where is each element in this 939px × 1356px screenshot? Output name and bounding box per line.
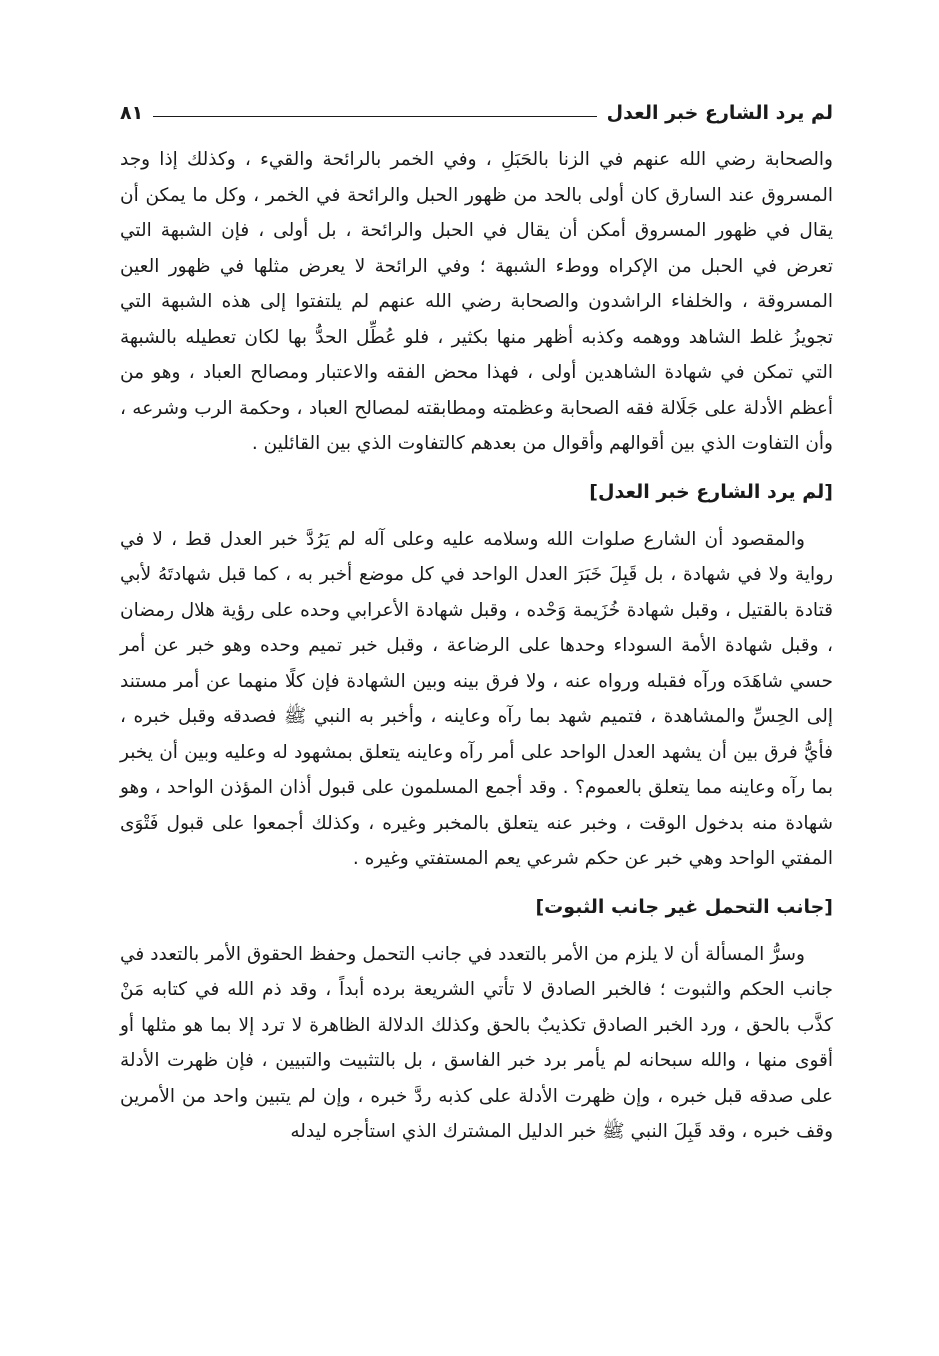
- section-heading-1: [لم يرد الشارع خبر العدل]: [589, 480, 833, 503]
- header-rule: [153, 116, 596, 117]
- paragraph-1: والصحابة رضي الله عنهم في الزنا بالحَبَلِ ، وفي الخمر بالرائحة والقيء ، وكذلك إذا وجد المسروق عند السارق كان أولى بالحد من ظهور الحبل والرائحة في الخمر ، وكل ما يمكن أن يقال في ظهور المسروق أمكن أن يقال في الحبل والرائحة ، بل أولى ، فإن الشبهة التي تعرض في الحبل من الإكراه ووطء الشبهة ؛ وفي الرائحة لا يعرض مثلها في ظهور العين المسروقة ، والخلفاء الراشدون والصحابة رضي الله عنهم لم يلتفتوا إلى هذه الشبهة التي تجويزُ غلط الشاهد ووهمه وكذبه أظهر منها بكثير ، فلو عُطِّل الحدُّ بها لكان تعطيله بالشبهة التي تمكن في شهادة الشاهدين أولى ، فهذا محض الفقه والاعتبار ومصالح العباد ، وهو من أعظم الأدلة على جَلَالة فقه الصحابة وعظمته ومطابقته لمصالح العباد ، وحكمة الرب وشرعه ، وأن التفاوت الذي بين أقوالهم وأقوال من بعدهم كالتفاوت الذي بين القائلين .: [120, 149, 833, 454]
- header-title: لم يرد الشارع خبر العدل: [606, 102, 833, 124]
- section-heading-2: [جانب التحمل غير جانب الثبوت]: [535, 895, 833, 918]
- page-number: ٨١: [120, 102, 144, 124]
- paragraph-3: وسرُّ المسألة أن لا يلزم من الأمر بالتعدد في جانب التحمل وحفظ الحقوق الأمر بالتعدد في جانب الحكم والثبوت ؛ فالخبر الصادق لا تأتي الشريعة برده أبداً ، وقد ذم الله في كتابه مَنْ كذَّب بالحق ، ورد الخبر الصادق تكذيبٌ بالحق وكذلك الدلالة الظاهرة لا ترد إلا بما هو مثلها أو أقوى منها ، والله سبحانه لم يأمر برد خبر الفاسق ، بل بالتثبيت والتبيين ، فإن ظهرت الأدلة على صدقه قبل خبره ، وإن ظهرت الأدلة على كذبه ردَّ خبره ، وإن لم يتبين واحد من الأمرين وقف خبره ، وقد قَبِلَ النبي ﷺ خبر الدليل المشترك الذي استأجره ليدله: [120, 943, 833, 1142]
- body-text: [120, 142, 833, 1150]
- paragraph-2: والمقصود أن الشارع صلوات الله وسلامه عليه وعلى آله لم يَرُدَّ خبر العدل قط ، لا في رواية ولا في شهادة ، بل قَبِلَ خَبَرَ العدل الواحد في كل موضع أخبر به ، كما قبل شهادتَهُ لأبي قتادة بالقتيل ، وقبل شهادة خُزَيمة وَحْده ، وقبل شهادة الأعرابي وحده على رؤية هلال رمضان ، وقبل شهادة الأمة السوداء وحدها على الرضاعة ، وقبل خبر تميم وحده وهو خبر عن أمر حسي شاهَدَه ورآه فقبله ورواه عنه ، ولا فرق بينه وبين الشهادة فإن كلًا منهما عن أمر مستند إلى الحِسِّ والمشاهدة ، فتميم شهد بما رآه وعاينه ، وأخبر به النبي ﷺ فصدقه وقبل خبره ، فأيُّ فرق بين أن يشهد العدل الواحد على أمر رآه وعاينه يتعلق بمشهود له وعليه وبين أن يخبر بما رآه وعاينه مما يتعلق بالعموم؟ . وقد أجمع المسلمون على قبول أذان المؤذن الواحد ، وهو شهادة منه بدخول الوقت ، وخبر عنه يتعلق بالمخبر وغيره ، وكذلك أجمعوا على قبول فَتْوَى المفتي الواحد وهي خبر عن حكم شرعي يعم المستفتي وغيره .: [120, 528, 833, 869]
- running-header: [120, 96, 833, 130]
